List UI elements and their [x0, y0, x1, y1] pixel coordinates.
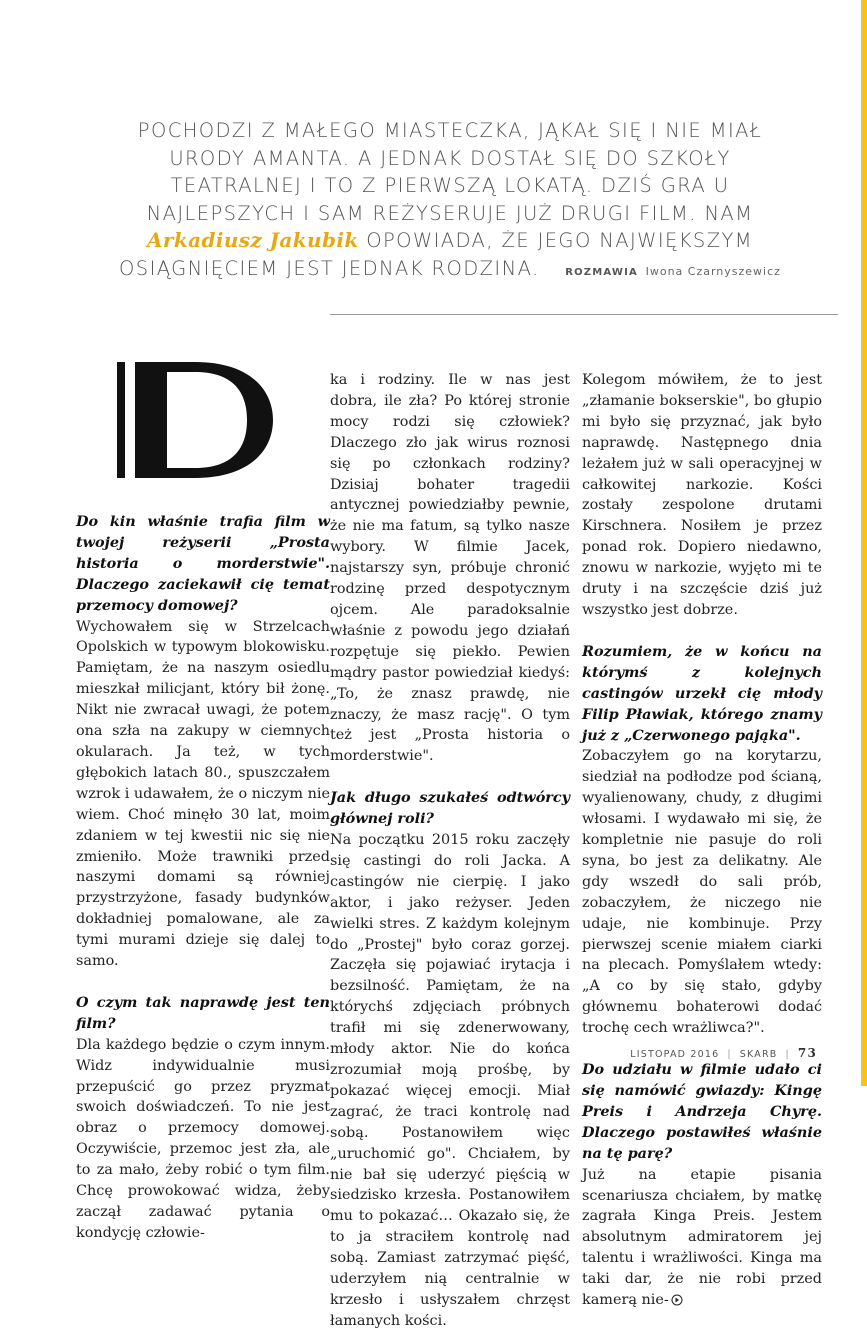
- credit-label: ROZMAWIA: [565, 266, 638, 278]
- divider-rule: [330, 314, 838, 315]
- answer-2-continued: ka i rodziny. Ile w nas jest dobra, ile zła? Po której stronie mocy rodzi się człowiek? Dlaczego zło jak wirus roznosi się po członkach rodziny? Dzisiaj bohater tragedii antycznej powiedziałby pewnie, że nie ma fatum, są tylko nasze wybory. W filmie Jacek, najstarszy syn, próbuje chronić rodzinę przed despotycznym ojcem. Ale paradoksalnie właśnie z powodu jego działań rozpętuje się piekło. Pewien mądry pastor powiedział kiedyś: „To, że znasz prawdę, nie znaczy, że masz rację". O tym też jest „Prosta historia o morderstwie".: [330, 372, 570, 765]
- page-number: 73: [797, 1046, 817, 1060]
- issue-date: LISTOPAD 2016: [630, 1049, 720, 1060]
- answer-5: [582, 1165, 822, 1311]
- question-5: Do udziału w filmie udało ci się namówić gwiazdy: Kingę Preis i Andrzeja Chyrę. Dlaczego postawiłeś właśnie na tę parę?: [582, 1061, 822, 1162]
- magazine-name: SKARB: [739, 1049, 778, 1060]
- column-3: [582, 370, 822, 1311]
- question-4: Rozumiem, że w końcu na którymś z kolejnych castingów urzekł cię młody Filip Pławiak, którego znamy już z „Czerwonego pająka".: [582, 642, 822, 744]
- drop-cap-letter: D: [194, 426, 195, 427]
- lead-text-part1: POCHODZI Z MAŁEGO MIASTECZKA, JĄKAŁ SIĘ I NIE MIAŁ URODY AMANTA. A JEDNAK DOSTAŁ SIĘ DO SZKOŁY TEATRALNEJ I TO Z PIERWSZĄ LOKATĄ. DZIŚ GRA U NAJLEPSZYCH I SAM REŻYSERUJE JUŻ DRUGI FILM. NAM: [137, 119, 763, 225]
- lead-text-part2: OPOWIADA, ŻE JEGO NAJWIĘKSZYM OSIĄGNIĘCIEM JEST JEDNAK RODZINA.: [119, 229, 753, 280]
- page-footer: LISTOPAD 2016 | SKARB | 73: [630, 1046, 817, 1060]
- question-3: Jak długo szukałeś odtwórcy głównej roli?: [330, 789, 570, 828]
- answer-3-continued: Kolegom mówiłem, że to jest „złamanie bokserskie", bo głupio mi było się przyznać, jak było naprawdę. Następnego dnia leżałem już w sali operacyjnej w całkowitej narkozie. Kości zostały zespolone drutami Kirschnera. Nosiłem je przez ponad rok. Dopiero niedawno, znowu w narkozie, wyjęto mi te druty i na szczęście dziś już wszystko jest dobrze.: [582, 372, 822, 618]
- answer-3: Na początku 2015 roku zaczęły się castingi do roli Jacka. A castingów nie cierpię. I jako aktor, i jako reżyser. Jeden wielki stres. Z każdym kolejnym do „Prostej" było coraz gorzej. Zaczęła się pojawiać irytacja i bezsilność. Pamiętam, że na którychś zdjęciach próbnych trafił mi się zdenerwowany, młody aktor. Nie do końca zrozumiał moją prośbę, by pokazać więcej emocji. Miał zagrać, że traci kontrolę nad sobą. Postanowiłem więc „uruchomić go". Chciałem, by nie bał się uderzyć pięścią w siedzisko krzesła. Postanowiłem mu to pokazać… Okazało się, że to ja straciłem kontrolę nad sobą. Zamiast zatrzymać pięść, uderzyłem nią centralnie w krzesło i usłyszałem chrzęst łamanych kości.: [330, 832, 570, 1329]
- column-1: [76, 512, 330, 1244]
- answer-2: Dla każdego będzie o czym innym. Widz indywidualnie musi przepuścić go przez pryzmat swoich doświadczeń. To nie jest obraz o przemocy domowej. Oczywiście, przemoc jest zła, ale to za mało, żeby robić o tym film. Chcę prowokować widza, żeby zaczął zadawać pytania o kondycję człowie-: [76, 1036, 330, 1241]
- interviewee-name: Arkadiusz Jakubik: [147, 228, 359, 252]
- credit-name: Iwona Czarnyszewicz: [645, 264, 781, 278]
- question-2: O czym tak naprawdę jest ten film?: [76, 993, 330, 1032]
- continue-arrow-icon: [671, 1294, 683, 1306]
- accent-strip: [861, 0, 867, 1086]
- lead-paragraph: [100, 117, 800, 286]
- drop-cap: [115, 356, 273, 484]
- column-2: [330, 370, 570, 1332]
- answer-1: Wychowałem się w Strzelcach Opolskich w typowym blokowisku. Pamiętam, że na naszym osiedlu mieszkał milicjant, który bił żonę. Nikt nie zwracał uwagi, że potem ona szła na zakupy w ciemnych okularach. Ja też, w tych głębokich latach 80., spuszczałem wzrok i udawałem, że o niczym nie wiem. Choć minęło 30 lat, moim zdaniem w tej kwestii nic się nie zmieniło. Może trawniki przed naszymi domami są równiej przystrzyżone, fasady budynków dokładniej pomalowane, ale za tymi murami dzieje się dalej to samo.: [76, 618, 331, 970]
- answer-4: Zobaczyłem go na korytarzu, siedział na podłodze pod ścianą, wyalienowany, chudy, z długimi włosami. I wydawało mi się, że kompletnie nie pasuje do roli syna, bo jest za delikatny. Ale gdy wszedł do sali prób, zobaczyłem, że niczego nie udaje, nie kombinuje. Przy pierwszej scenie miałem ciarki na plecach. Pomyślałem wtedy: „A co by się stało, gdyby głównemu bohaterowi dodać trochę cech wrażliwca?".: [582, 748, 822, 1037]
- question-1: Do kin właśnie trafia film w twojej reżyserii „Prosta historia o morderstwie". Dlaczego zaciekawił cię temat przemocy domowej?: [76, 513, 330, 614]
- answer-5-text: Już na etapie pisania scenariusza chciałem, by matkę zagrała Kinga Preis. Jestem absolutnym admiratorem jej talentu i wrażliwości. Kinga ma taki dar, że nie robi przed kamerą nie-: [582, 1166, 822, 1309]
